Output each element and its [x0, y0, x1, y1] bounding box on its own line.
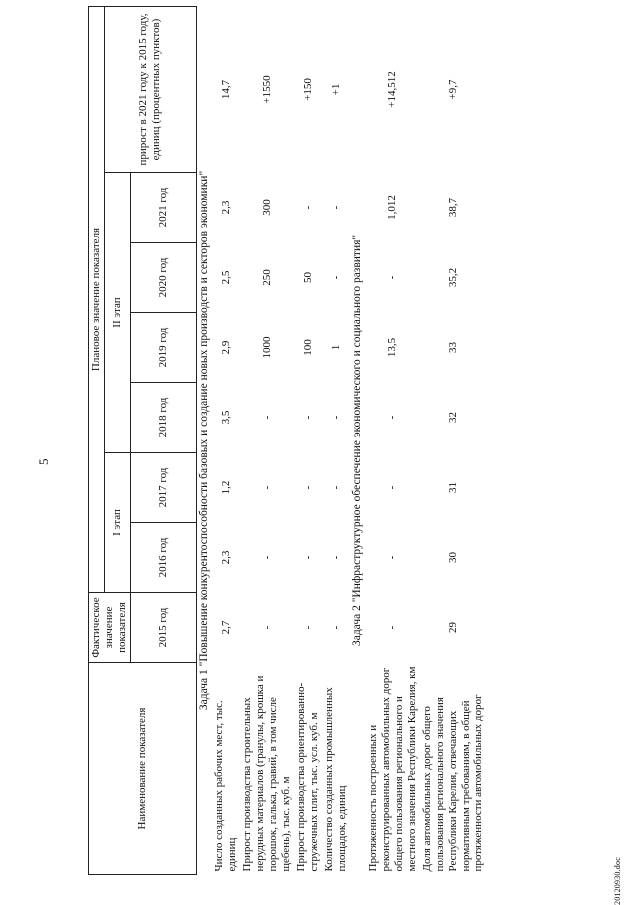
- value-2021: -: [329, 205, 342, 210]
- value-2020: 50: [301, 272, 314, 283]
- value-2020: -: [329, 275, 342, 280]
- header-planned-value: Плановое значение показателя: [89, 6, 105, 592]
- table-row: [212, 6, 240, 874]
- value-2017: -: [329, 485, 342, 490]
- value-2017: -: [386, 485, 399, 490]
- header-indicator-name: Наименование показателя: [89, 663, 197, 875]
- table-row: [294, 6, 322, 874]
- value-2021: 300: [260, 199, 273, 216]
- value-growth: +1550: [260, 75, 273, 104]
- value-2020: -: [386, 275, 399, 280]
- value-2016: 30: [446, 552, 459, 563]
- table-row: [322, 6, 350, 874]
- value-2017: 1,2: [219, 480, 232, 495]
- task-1-title: Задача 1 "Повышение конкурентоспособности базовых и создание новых производств и секторов экономики": [197, 170, 210, 711]
- table-row: [420, 6, 487, 874]
- value-2015: -: [301, 625, 314, 630]
- value-2021: 38,7: [446, 197, 459, 218]
- value-2019: 1000: [260, 336, 273, 359]
- value-2021: 2,3: [219, 200, 232, 215]
- indicator-name: Прирост производства строительных нерудных материалов (гранулы, крошка и порошок, галька, гравий, в том числе щебень), тыс. куб. м: [241, 675, 293, 872]
- value-2018: 3,5: [219, 410, 232, 425]
- value-2015: -: [386, 625, 399, 630]
- value-2019: 100: [301, 339, 314, 356]
- value-2017: -: [260, 485, 273, 490]
- value-2017: 31: [446, 482, 459, 493]
- value-growth: +1: [329, 83, 342, 96]
- value-2016: -: [386, 555, 399, 560]
- task-2-title: Задача 2 "Инфраструктурное обеспечение экономического и социального развития": [351, 234, 364, 647]
- value-2015: 29: [446, 622, 459, 633]
- value-2021: -: [301, 205, 314, 210]
- indicator-name: Количество созданных промышленных площадок, единиц: [323, 687, 349, 872]
- value-growth: +150: [301, 78, 314, 101]
- header-year-2015: 2015 год: [130, 593, 196, 663]
- header-year-2016: 2016 год: [130, 523, 196, 593]
- header-actual-value: Фактическое значение показателя: [89, 593, 131, 663]
- value-2018: -: [329, 415, 342, 420]
- header-stage-2: II этап: [104, 173, 130, 453]
- indicators-table: [88, 6, 486, 875]
- value-growth: 14,7: [219, 79, 232, 100]
- header-stage-1: I этап: [104, 453, 130, 593]
- value-2015: -: [329, 625, 342, 630]
- value-2018: 32: [446, 412, 459, 423]
- header-year-2018: 2018 год: [130, 383, 196, 453]
- table-row: [240, 6, 294, 874]
- value-2020: 35,2: [446, 267, 459, 288]
- value-2017: -: [301, 485, 314, 490]
- value-2015: -: [260, 625, 273, 630]
- value-2019: 13,5: [386, 337, 399, 358]
- value-2021: 1,012: [386, 195, 399, 220]
- value-2018: -: [386, 415, 399, 420]
- value-2018: -: [260, 415, 273, 420]
- value-2020: 250: [260, 269, 273, 286]
- header-growth: прирост в 2021 году к 2015 году, единиц (процентных пунктов): [104, 6, 196, 172]
- indicator-name: Число созданных рабочих мест, тыс. единиц: [213, 700, 239, 872]
- value-growth: +9,7: [446, 79, 459, 100]
- header-year-2021: 2021 год: [130, 173, 196, 243]
- value-2015: 2,7: [219, 620, 232, 635]
- indicator-name: Прирост производства ориентированно-стружечных плит, тыс. усл. куб. м: [295, 682, 321, 872]
- page-number: 5: [36, 458, 51, 465]
- value-2019: 33: [446, 342, 459, 353]
- header-year-2020: 2020 год: [130, 243, 196, 313]
- value-2016: -: [329, 555, 342, 560]
- value-2018: -: [301, 415, 314, 420]
- value-2016: -: [301, 555, 314, 560]
- indicator-name: Протяженность построенных и реконструированных автомобильных дорог общего пользования регионального и местного значения Республики Карелия, км: [366, 666, 418, 872]
- value-2016: 2,3: [219, 550, 232, 565]
- value-2019: 1: [329, 344, 342, 351]
- value-2019: 2,9: [219, 340, 232, 355]
- value-2020: 2,5: [219, 270, 232, 285]
- table-row: [366, 6, 420, 874]
- value-growth: +14,512: [386, 71, 399, 108]
- indicator-name: Доля автомобильных дорог общего пользования регионального значения Республики Карелия, отвечающих нормативным требованиям, в общей протяженности автомобильных дорог: [420, 694, 485, 872]
- header-year-2019: 2019 год: [130, 313, 196, 383]
- header-year-2017: 2017 год: [130, 453, 196, 523]
- value-2016: -: [260, 555, 273, 560]
- footer-document-code: 20120930.doc: [613, 857, 622, 905]
